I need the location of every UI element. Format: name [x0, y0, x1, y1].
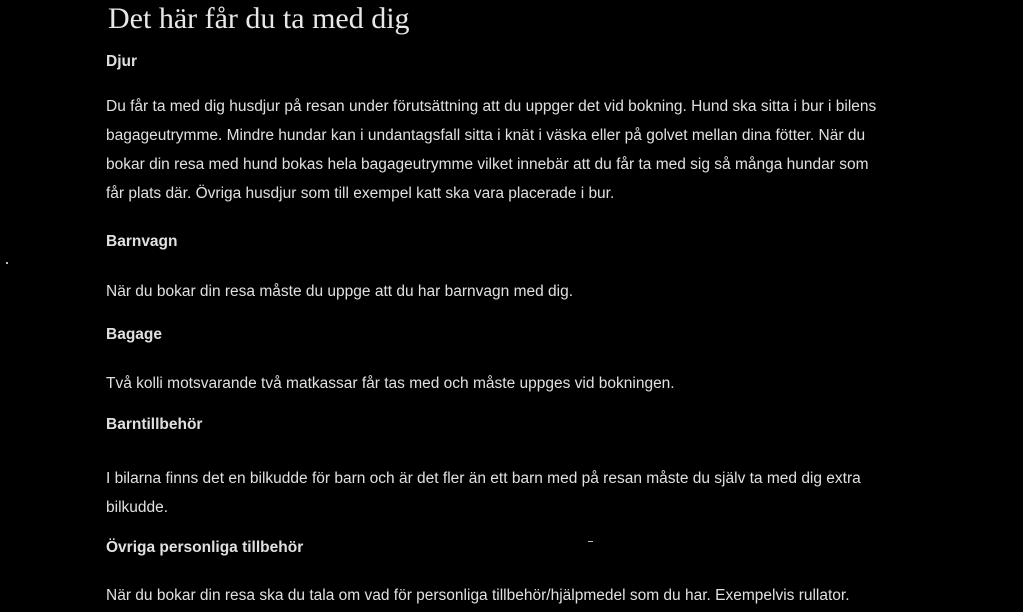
section-heading-barntillbehor: Barntillbehör [106, 416, 203, 433]
section-body-barnvagn [106, 277, 1021, 306]
body-line: Du får ta med dig husdjur på resan under förutsättning att du uppger det vid bokning. Hund ska sitta i bur i bilens [106, 98, 877, 115]
body-line: får plats där. Övriga husdjur som till exempel katt ska vara placerade i bur. [106, 185, 615, 202]
scan-speck [6, 262, 8, 264]
section-heading-barnvagn: Barnvagn [106, 233, 178, 250]
section-heading-djur: Djur [106, 53, 137, 70]
body-line: När du bokar din resa ska du tala om vad för personliga tillbehör/hjälpmedel som du har. Exempelvis rullator. [106, 587, 850, 604]
section-body-djur [106, 92, 1021, 208]
section-heading-ovriga: Övriga personliga tillbehör [106, 539, 304, 556]
section-body-barntillbehor [106, 464, 1021, 522]
body-line: bagageutrymme. Mindre hundar kan i undantagsfall sitta i knät i väska eller på golvet mellan dina fötter. När du [106, 127, 866, 144]
body-line: I bilarna finns det en bilkudde för barn och är det fler än ett barn med på resan måste du själv ta med dig extra [106, 470, 861, 487]
body-line: När du bokar din resa måste du uppge att du har barnvagn med dig. [106, 283, 574, 300]
body-line: bilkudde. [106, 499, 169, 516]
section-body-bagage [106, 369, 1021, 398]
section-heading-bagage: Bagage [106, 326, 162, 343]
page-title: Det här får du ta med dig [108, 2, 410, 35]
body-line: Två kolli motsvarande två matkassar får tas med och måste uppges vid bokningen. [106, 375, 675, 392]
body-line: bokar din resa med hund bokas hela bagageutrymme vilket innebär att du får ta med sig så många hundar som [106, 156, 869, 173]
scan-speck [588, 541, 593, 542]
section-body-ovriga [106, 581, 1021, 610]
